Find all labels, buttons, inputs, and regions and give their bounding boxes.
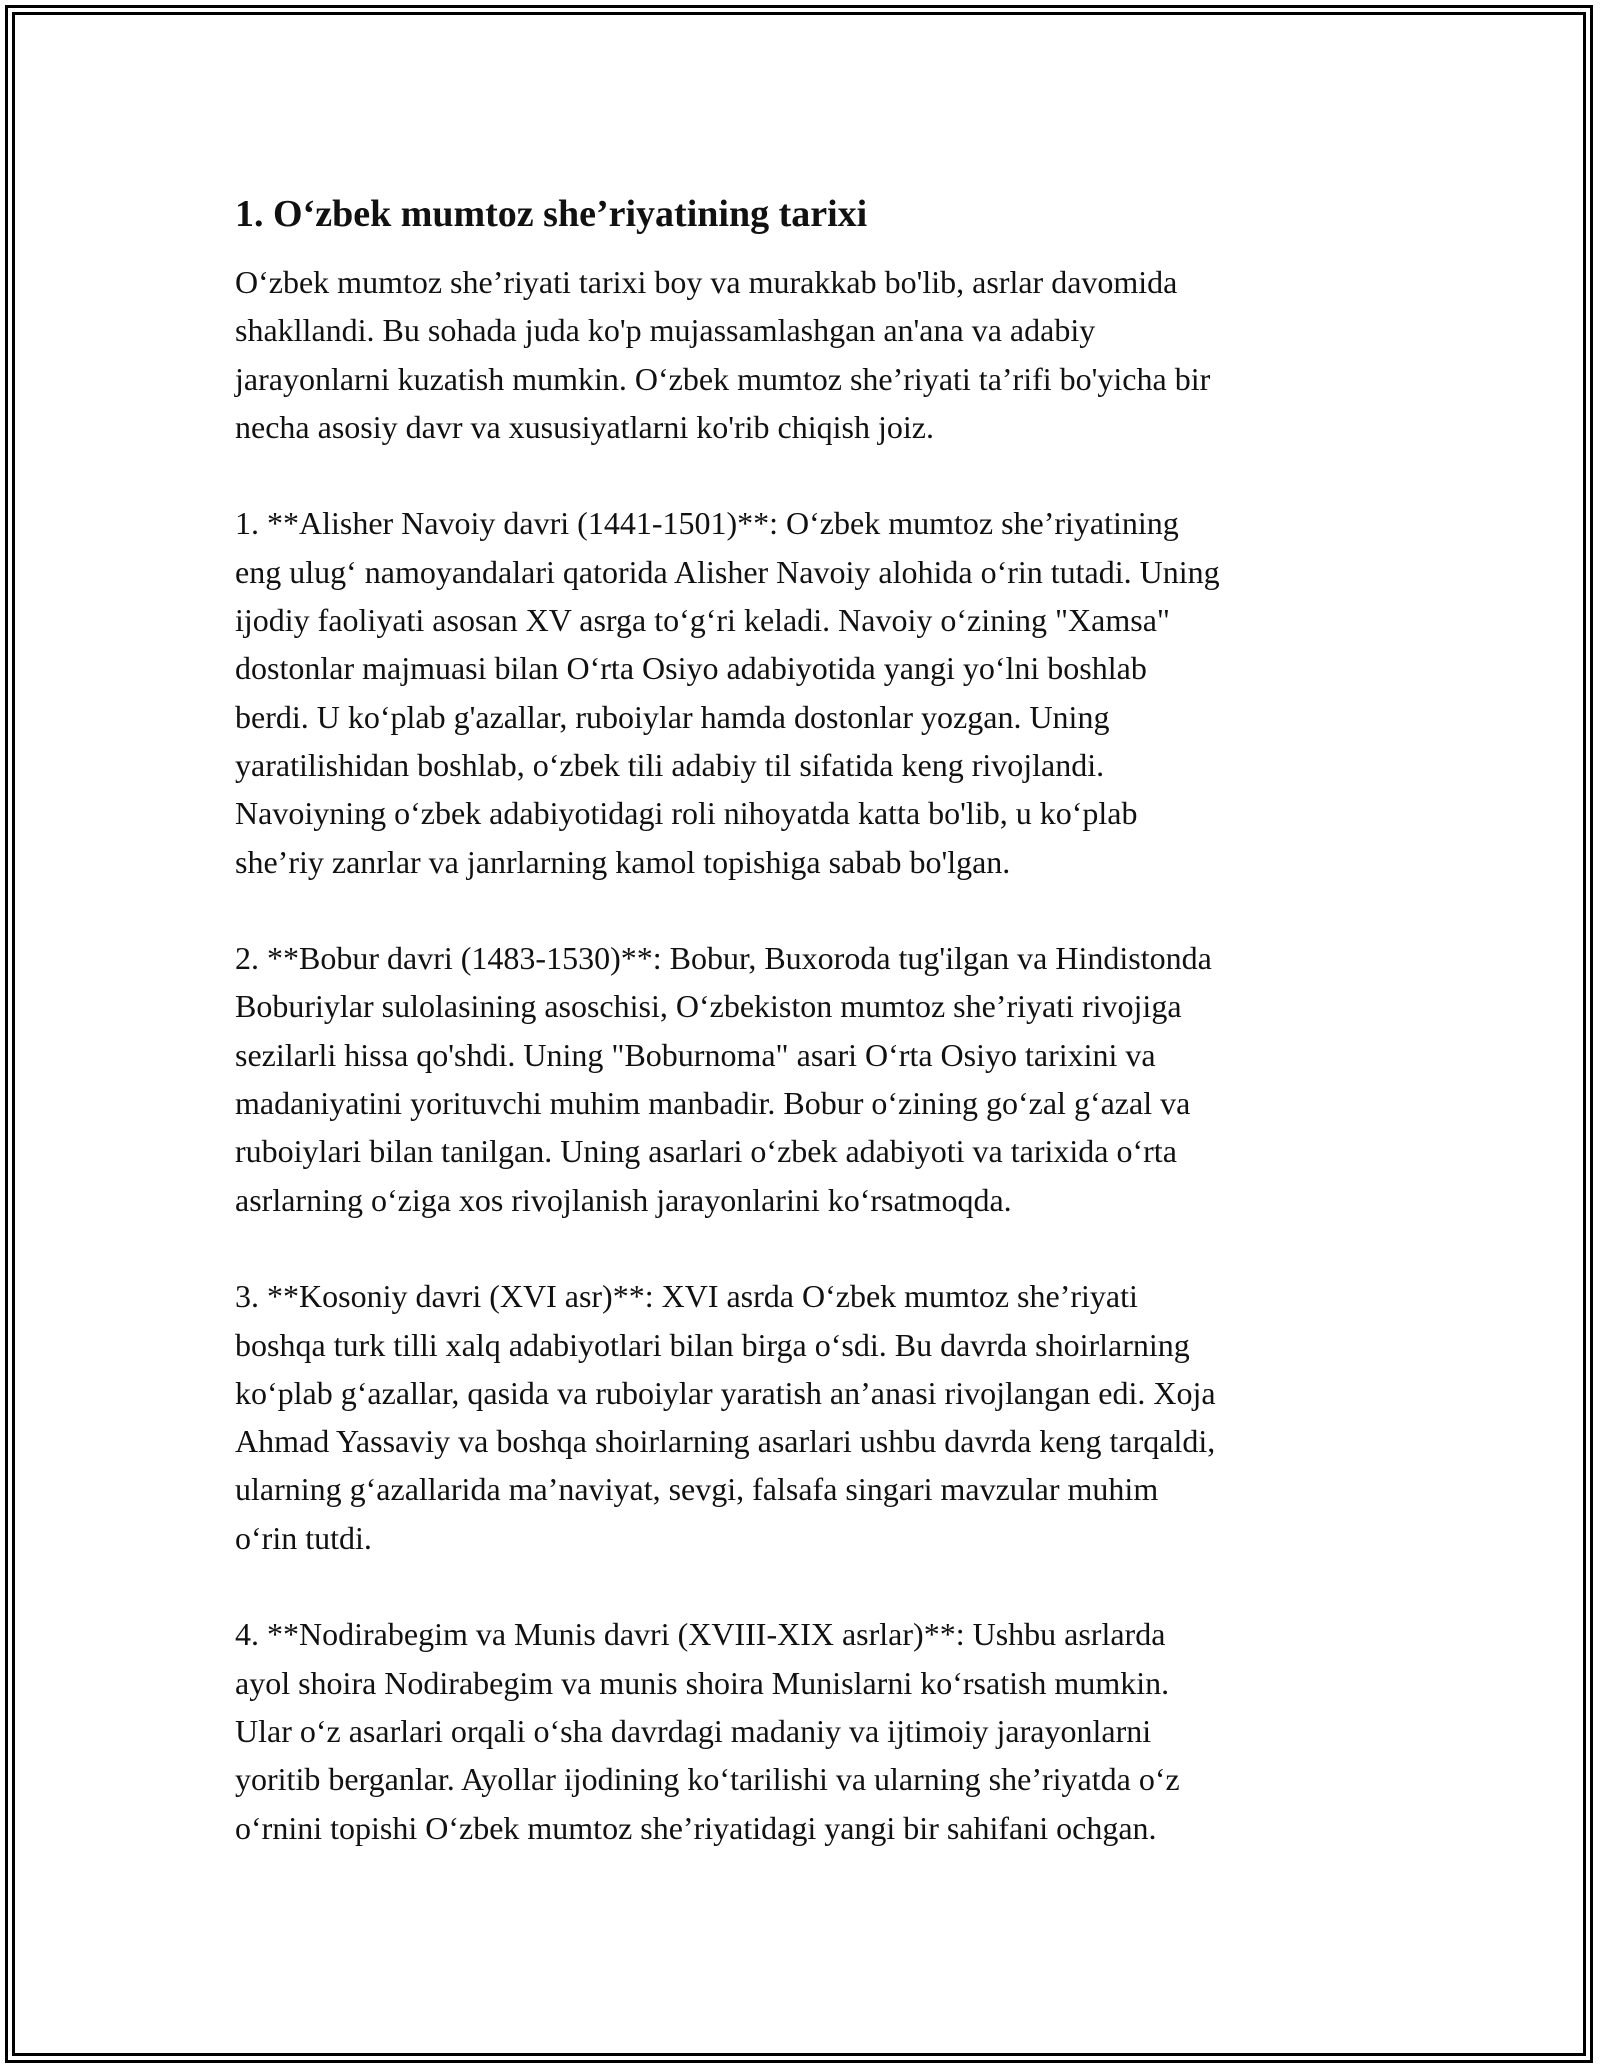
text-line: 1. **Alisher Navoiy davri (1441-1501)**: O‘zbek mumtoz she’riyatining xyxy=(235,505,1179,542)
text-line: boshqa turk tilli xalq adabiyotlari bilan birga o‘sdi. Bu davrda shoirlarning xyxy=(235,1326,1190,1363)
text-line: Navoiyning o‘zbek adabiyotidagi roli nihoyatda katta bo'lib, u ko‘plab xyxy=(235,795,1138,832)
text-line: asrlarning o‘ziga xos rivojlanish jarayonlarini ko‘rsatmoqda. xyxy=(235,1181,1012,1218)
text-line: O‘zbek mumtoz she’riyati tarixi boy va murakkab bo'lib, asrlar davomida xyxy=(235,264,1178,300)
text-line: jarayonlarni kuzatish mumkin. O‘zbek mumtoz she’riyati ta’rifi bo'yicha bir xyxy=(235,360,1211,397)
text-line: sezilarli hissa qo'shdi. Uning "Boburnoma" asari O‘rta Osiyo tarixini va xyxy=(235,1036,1156,1073)
text-line: ularning g‘azallarida ma’naviyat, sevgi, falsafa singari mavzular muhim xyxy=(235,1471,1159,1508)
bobur-paragraph xyxy=(235,934,1385,1224)
text-line: Ahmad Yassaviy va boshqa shoirlarning asarlari ushbu davrda keng tarqaldi, xyxy=(235,1423,1216,1460)
kosoniy-paragraph xyxy=(235,1272,1385,1562)
text-line: madaniyatini yorituvchi muhim manbadir. Bobur o‘zining go‘zal g‘azal va xyxy=(235,1085,1191,1122)
text-line: yaratilishidan boshlab, o‘zbek tili adabiy til sifatida keng rivojlandi. xyxy=(235,746,1105,783)
text-line: 3. **Kosoniy davri (XVI asr)**: XVI asrda O‘zbek mumtoz she’riyati xyxy=(235,1278,1138,1315)
text-line: necha asosiy davr va xususiyatlarni ko'rib chiqish joiz. xyxy=(235,408,934,445)
text-line: dostonlar majmuasi bilan O‘rta Osiyo adabiyotida yangi yo‘lni boshlab xyxy=(235,650,1147,687)
text-line: ruboiylari bilan tanilgan. Uning asarlari o‘zbek adabiyoti va tarixida o‘rta xyxy=(235,1133,1177,1170)
text-line: ijodiy faoliyati asosan XV asrga to‘g‘ri keladi. Navoiy o‘zining "Xamsa" xyxy=(235,602,1170,639)
text-line: ayol shoira Nodirabegim va munis shoira Munislarni ko‘rsatish mumkin. xyxy=(235,1664,1170,1701)
text-line: berdi. U ko‘plab g'azallar, ruboiylar hamda dostonlar yozgan. Uning xyxy=(235,698,1110,735)
nodirabegim-paragraph xyxy=(235,1610,1385,1851)
text-line: 2. **Bobur davri (1483-1530)**: Bobur, Buxoroda tug'ilgan va Hindistonda xyxy=(235,940,1212,977)
text-line: she’riy zanrlar va janrlarning kamol topishiga sabab bo'lgan. xyxy=(235,843,1011,880)
navoiy-paragraph xyxy=(235,499,1385,885)
text-line: Boburiylar sulolasining asoschisi, O‘zbekiston mumtoz she’riyati rivojiga xyxy=(235,988,1182,1025)
text-line: Ular o‘z asarlari orqali o‘sha davrdagi madaniy va ijtimoiy jarayonlarni xyxy=(235,1712,1152,1749)
text-line: 4. **Nodirabegim va Munis davri (XVIII-XIX asrlar)**: Ushbu asrlarda xyxy=(235,1616,1166,1653)
text-line: shakllandi. Bu sohada juda ko'p mujassamlashgan an'ana va adabiy xyxy=(235,312,1096,349)
text-line: o‘rnini topishi O‘zbek mumtoz she’riyatidagi yangi bir sahifani ochgan. xyxy=(235,1809,1157,1846)
text-line: yoritib berganlar. Ayollar ijodining ko‘tarilishi va ularning she’riyatda o‘z xyxy=(235,1761,1180,1798)
text-line: o‘rin tutdi. xyxy=(235,1519,372,1556)
intro-paragraph xyxy=(235,258,1385,451)
document-body xyxy=(235,188,1385,1900)
text-line: eng ulug‘ namoyandalari qatorida Alisher Navoiy alohida o‘rin tutadi. Uning xyxy=(235,553,1220,590)
text-line: ko‘plab g‘azallar, qasida va ruboiylar yaratish an’anasi rivojlangan edi. Xoja xyxy=(235,1374,1216,1411)
section-heading: 1. O‘zbek mumtoz she’riyatining tarixi xyxy=(235,193,868,235)
